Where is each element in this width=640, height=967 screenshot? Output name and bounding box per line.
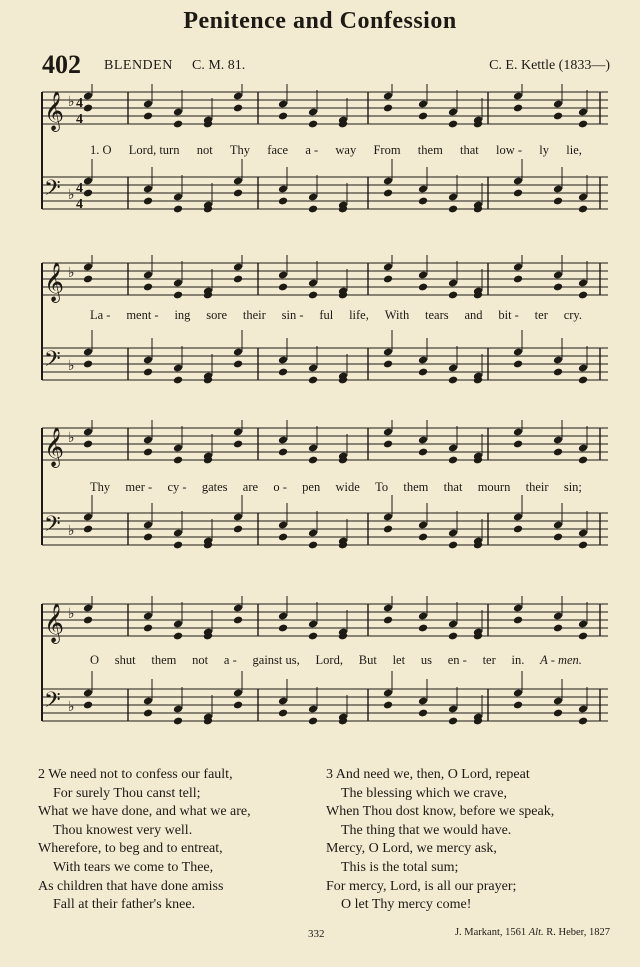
lyric-syllable: ly xyxy=(539,143,550,157)
note-head xyxy=(578,632,588,641)
flat-key-signature: ♭ xyxy=(68,523,75,539)
note-head xyxy=(278,112,288,121)
verse-line: Thou knowest very well. xyxy=(53,822,193,838)
bass-clef-icon: 𝄢 xyxy=(44,347,61,377)
verse-line: 3 And need we, then, O Lord, repeat xyxy=(326,767,530,782)
note-head xyxy=(578,541,588,550)
verse-3 xyxy=(326,766,626,915)
hymn-number: 402 xyxy=(42,50,81,79)
note-head xyxy=(173,717,183,726)
music-system-4 xyxy=(38,596,612,746)
note-head xyxy=(553,283,563,292)
note-head xyxy=(83,275,93,284)
note-head xyxy=(173,541,183,550)
note-head xyxy=(83,525,93,534)
note-head xyxy=(233,275,243,284)
note-head xyxy=(383,275,393,284)
lyric-syllable: and xyxy=(464,308,483,322)
lyric-syllable: in. xyxy=(511,653,525,667)
note-head xyxy=(418,197,428,206)
lyric-syllable: lie, xyxy=(566,143,582,157)
note-head xyxy=(173,632,183,641)
note-head xyxy=(418,112,428,121)
lyrics-line-4 xyxy=(38,653,612,671)
treble-clef-icon: 𝄞 xyxy=(44,262,65,302)
lyric-syllable: their xyxy=(242,308,266,322)
note-head xyxy=(143,197,153,206)
staff-svg xyxy=(38,596,612,746)
lyric-syllable: sin - xyxy=(281,308,304,322)
verse-line: Mercy, O Lord, we mercy ask, xyxy=(326,841,497,857)
lyrics-line-2 xyxy=(38,308,612,326)
verse-2 xyxy=(38,766,308,915)
lyric-syllable: But xyxy=(358,653,377,667)
note-head xyxy=(448,632,458,641)
note-head xyxy=(418,283,428,292)
note-head xyxy=(308,456,318,465)
note-head xyxy=(233,525,243,534)
verse-line: When Thou dost know, before we speak, xyxy=(326,804,555,820)
music-system-2 xyxy=(38,255,612,405)
note-head xyxy=(383,189,393,198)
hymn-header xyxy=(0,50,640,80)
lyrics-line-1 xyxy=(38,143,612,161)
note-head xyxy=(233,440,243,449)
note-head xyxy=(448,120,458,129)
note-head xyxy=(448,456,458,465)
note-head xyxy=(418,533,428,542)
note-head xyxy=(578,205,588,214)
note-head xyxy=(448,205,458,214)
note-head xyxy=(383,525,393,534)
note-head xyxy=(578,120,588,129)
lyric-syllable: La - xyxy=(90,308,111,322)
lyric-syllable: a - xyxy=(305,143,319,157)
lyric-syllable: mourn xyxy=(477,480,511,494)
note-head xyxy=(448,376,458,385)
note-head xyxy=(233,616,243,625)
bass-clef-icon: 𝄢 xyxy=(44,176,61,206)
verse-line: Fall at their father's knee. xyxy=(53,897,196,913)
lyrics-line-3 xyxy=(38,480,612,498)
note-head xyxy=(418,624,428,633)
note-head xyxy=(143,709,153,718)
flat-key-signature: ♭ xyxy=(68,606,75,622)
note-head xyxy=(418,448,428,457)
note-head xyxy=(308,205,318,214)
lyric-syllable: ter xyxy=(534,308,548,322)
attribution xyxy=(455,927,610,938)
verse-line: For mercy, Lord, is all our prayer; xyxy=(326,878,517,894)
lyric-syllable: A - men. xyxy=(540,653,582,667)
note-head xyxy=(383,701,393,710)
lyric-syllable: bit - xyxy=(498,308,519,322)
lyric-syllable: ing xyxy=(174,308,191,322)
note-head xyxy=(143,624,153,633)
note-head xyxy=(513,360,523,369)
lyric-syllable: low - xyxy=(496,143,523,157)
note-head xyxy=(173,120,183,129)
verse-line: O let Thy mercy come! xyxy=(341,897,472,913)
alt-label: Alt. xyxy=(528,927,544,938)
lyric-syllable: them xyxy=(151,653,177,667)
section-title: Penitence and Confession xyxy=(183,8,457,34)
note-head xyxy=(418,368,428,377)
verse-line: As children that have done amiss xyxy=(38,878,224,894)
lyric-syllable: shut xyxy=(114,653,136,667)
lyric-syllable: ment - xyxy=(126,308,159,322)
note-head xyxy=(513,189,523,198)
lyric-syllable: cry. xyxy=(563,308,582,322)
note-head xyxy=(578,376,588,385)
verse-line: With tears we come to Thee, xyxy=(53,859,214,875)
note-head xyxy=(143,368,153,377)
author: J. Markant, 1561 xyxy=(454,927,527,938)
note-head xyxy=(173,456,183,465)
note-head xyxy=(83,616,93,625)
note-head xyxy=(553,112,563,121)
lyric-syllable: pen xyxy=(302,480,321,494)
lyric-syllable: us xyxy=(420,653,432,667)
meter: C. M. 81. xyxy=(192,58,246,73)
note-head xyxy=(308,632,318,641)
lyric-syllable: ter xyxy=(482,653,496,667)
composer: C. E. Kettle (1833—) xyxy=(489,58,610,73)
tune-name: BLENDEN xyxy=(104,58,173,73)
note-head xyxy=(308,120,318,129)
note-head xyxy=(233,104,243,113)
lyric-syllable: gates xyxy=(201,480,228,494)
note-head xyxy=(143,448,153,457)
lyric-syllable: are xyxy=(242,480,259,494)
lyric-syllable: Thy xyxy=(229,143,251,157)
lyric-syllable: ful xyxy=(319,308,334,322)
verse-line: This is the total sum; xyxy=(341,859,459,875)
lyric-syllable: en - xyxy=(447,653,467,667)
flat-key-signature: ♭ xyxy=(68,699,75,715)
lyric-syllable: sore xyxy=(206,308,228,322)
note-head xyxy=(383,104,393,113)
note-head xyxy=(278,624,288,633)
lyric-syllable: way xyxy=(335,143,357,157)
lyric-syllable: them xyxy=(417,143,443,157)
lyric-syllable: that xyxy=(460,143,479,157)
lyric-syllable: O xyxy=(90,653,100,667)
note-head xyxy=(418,709,428,718)
note-head xyxy=(448,717,458,726)
note-head xyxy=(383,440,393,449)
lyric-syllable: wide xyxy=(335,480,360,494)
page-number: 332 xyxy=(308,928,325,940)
lyric-syllable: not xyxy=(196,143,213,157)
flat-key-signature: ♭ xyxy=(68,94,75,110)
note-head xyxy=(513,701,523,710)
verse-line: What we have done, and what we are, xyxy=(38,804,251,820)
note-head xyxy=(383,616,393,625)
lyric-syllable: Thy xyxy=(90,480,111,494)
note-head xyxy=(143,283,153,292)
note-head xyxy=(278,533,288,542)
time-signature-bottom: 4 xyxy=(76,197,83,212)
lyric-syllable: Lord, turn xyxy=(128,143,180,157)
note-head xyxy=(83,440,93,449)
note-head xyxy=(308,376,318,385)
note-head xyxy=(553,368,563,377)
verse-line: The thing that we would have. xyxy=(341,822,512,838)
lyric-syllable: sin; xyxy=(563,480,582,494)
flat-key-signature: ♭ xyxy=(68,265,75,281)
lyric-syllable: not xyxy=(192,653,209,667)
note-head xyxy=(278,448,288,457)
note-head xyxy=(553,624,563,633)
lyric-syllable: cy - xyxy=(167,480,187,494)
time-signature-bottom: 4 xyxy=(76,112,83,127)
note-head xyxy=(308,541,318,550)
note-head xyxy=(143,533,153,542)
note-head xyxy=(278,709,288,718)
treble-clef-icon: 𝄞 xyxy=(44,603,65,643)
note-head xyxy=(308,291,318,300)
lyric-syllable: them xyxy=(403,480,429,494)
lyric-syllable: mer - xyxy=(125,480,153,494)
note-head xyxy=(308,717,318,726)
note-head xyxy=(513,440,523,449)
note-head xyxy=(233,189,243,198)
note-head xyxy=(553,533,563,542)
note-head xyxy=(578,291,588,300)
lyric-syllable: gainst us, xyxy=(252,653,300,667)
lyric-syllable: face xyxy=(267,143,289,157)
lyric-syllable: life, xyxy=(349,308,369,322)
lyric-syllable: that xyxy=(443,480,463,494)
note-head xyxy=(278,368,288,377)
lyric-syllable: To xyxy=(375,480,389,494)
flat-key-signature: ♭ xyxy=(68,187,75,203)
note-head xyxy=(513,275,523,284)
lyric-syllable: tears xyxy=(425,308,449,322)
bass-clef-icon: 𝄢 xyxy=(44,688,61,718)
note-head xyxy=(578,456,588,465)
note-head xyxy=(233,701,243,710)
note-head xyxy=(578,717,588,726)
note-head xyxy=(143,112,153,121)
note-head xyxy=(513,525,523,534)
note-head xyxy=(513,616,523,625)
lyric-syllable: Lord, xyxy=(315,653,343,667)
note-head xyxy=(513,104,523,113)
note-head xyxy=(173,376,183,385)
time-signature-top: 4 xyxy=(76,181,83,196)
flat-key-signature: ♭ xyxy=(68,430,75,446)
note-head xyxy=(233,360,243,369)
lyric-syllable: their xyxy=(525,480,549,494)
verse-line: The blessing which we crave, xyxy=(341,785,507,801)
note-head xyxy=(553,448,563,457)
note-head xyxy=(83,360,93,369)
lyric-syllable: From xyxy=(373,143,401,157)
lyric-syllable: 1. O xyxy=(90,143,112,157)
note-head xyxy=(278,283,288,292)
verse-line: 2 We need not to confess our fault, xyxy=(38,767,233,782)
lyric-syllable: a - xyxy=(223,653,237,667)
treble-clef-icon: 𝄞 xyxy=(44,91,65,131)
treble-clef-icon: 𝄞 xyxy=(44,427,65,467)
note-head xyxy=(448,541,458,550)
note-head xyxy=(83,104,93,113)
flat-key-signature: ♭ xyxy=(68,358,75,374)
verse-line: For surely Thou canst tell; xyxy=(53,785,201,801)
note-head xyxy=(553,709,563,718)
verse-line: Wherefore, to beg and to entreat, xyxy=(38,841,223,857)
note-head xyxy=(83,189,93,198)
bass-clef-icon: 𝄢 xyxy=(44,512,61,542)
note-head xyxy=(173,205,183,214)
note-head xyxy=(553,197,563,206)
lyric-syllable: let xyxy=(392,653,406,667)
note-head xyxy=(448,291,458,300)
lyric-syllable: o - xyxy=(273,480,287,494)
time-signature-top: 4 xyxy=(76,96,83,111)
note-head xyxy=(83,701,93,710)
note-head xyxy=(173,291,183,300)
note-head xyxy=(383,360,393,369)
lyric-syllable: With xyxy=(384,308,410,322)
alt-author: R. Heber, 1827 xyxy=(546,927,610,938)
note-head xyxy=(278,197,288,206)
